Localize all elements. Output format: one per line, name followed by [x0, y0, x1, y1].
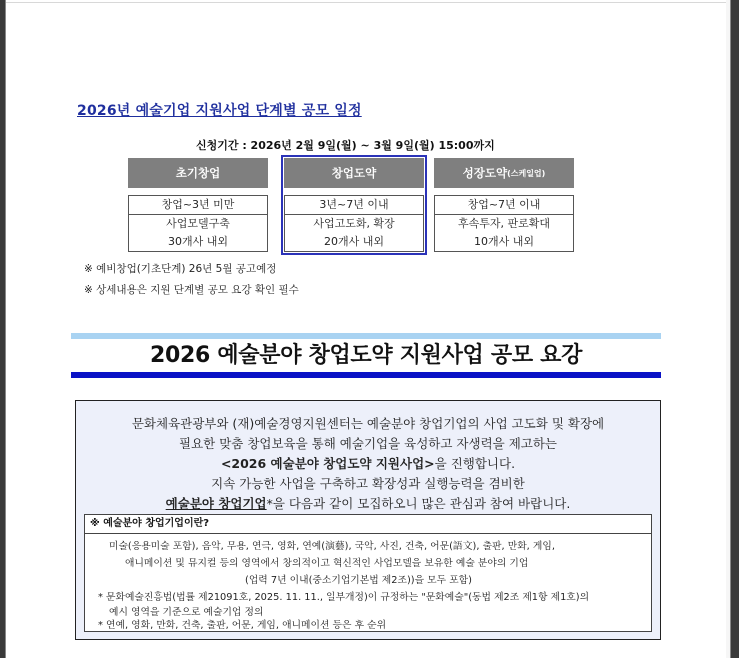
title-band-top: [71, 333, 661, 339]
intro-line: 지속 가능한 사업을 구축하고 확장성과 실행능력을 겸비한: [211, 476, 525, 491]
definition-footnote: * 연예, 영화, 만화, 건축, 출판, 어문, 게임, 애니메이션 등은 후 순위: [98, 620, 387, 631]
page-edge: [726, 0, 730, 658]
intro-line: 필요한 맞춤 창업보육을 통해 예술기업을 육성하고 자생력을 제고하는: [179, 436, 557, 451]
main-title: 2026 예술분야 창업도약 지원사업 공모 요강: [149, 343, 583, 368]
stage-header: [128, 158, 268, 188]
intro-line: [76, 494, 660, 512]
stage-title-suffix: (스케일업): [507, 168, 546, 178]
page-edge: [6, 2, 730, 3]
stage-details: [284, 195, 424, 252]
stage-header: [434, 158, 574, 188]
stage-count: 10개사 내외: [474, 235, 534, 248]
definition-footnote: 예시 영역을 기준으로 예술기업 정의: [109, 607, 264, 618]
intro-box: [75, 400, 661, 640]
definition-line: 애니메이션 및 뮤지컬 등의 영역에서 창의적이고 혁신적인 사업모델을 보유한 예술 분야의 기업: [125, 558, 529, 569]
stage-focus: 사업고도화, 확장: [313, 217, 395, 230]
stage-title: 성장도약: [462, 166, 508, 180]
definition-footnote: * 문화예술진흥법(법률 제21091호, 2025. 11. 11., 일부개정)이 규정하는 "문화예술"(동법 제2조 제1항 제1호)의: [98, 592, 590, 603]
intro-text: 을 진행합니다.: [434, 456, 516, 471]
stage-count: 30개사 내외: [168, 235, 228, 248]
stage-period: 창업~3년 미만: [129, 196, 267, 215]
target-term: 예술분야 창업기업: [165, 496, 267, 511]
stage-count: 20개사 내외: [324, 235, 384, 248]
section-title: 2026년 예술기업 지원사업 단계별 공모 일정: [77, 103, 362, 119]
definition-line: 미술(응용미술 포함), 음악, 무용, 연극, 영화, 연예(演藝), 국악, 사진, 건축, 어문(語文), 출판, 만화, 게임,: [109, 541, 555, 552]
program-name: <2026 예술분야 창업도약 지원사업>: [220, 456, 435, 471]
note-preliminary: ※ 예비창업(기초단계) 26년 5월 공고예정: [84, 263, 277, 275]
stage-title: 창업도약: [331, 166, 377, 180]
stage-leap: [281, 155, 427, 255]
intro-line: [76, 454, 660, 472]
stage-header: [284, 158, 424, 188]
stage-title: 초기창업: [175, 166, 221, 180]
stage-details: [128, 195, 268, 252]
definition-box: [84, 514, 652, 632]
stage-details: [434, 195, 574, 252]
definition-title: ※ 예술분야 창업기업이란?: [90, 518, 210, 529]
intro-text: *을 다음과 같이 모집하오니 많은 관심과 참여 바랍니다.: [266, 496, 571, 511]
definition-divider: [85, 533, 651, 534]
stage-focus: 사업모델구축: [166, 217, 230, 230]
stage-period: 3년~7년 이내: [285, 196, 423, 215]
intro-line: 문화체육관광부와 (재)예술경영지원센터는 예술분야 창업기업의 사업 고도화 및 확장에: [131, 416, 605, 431]
apply-period: 신청기간 : 2026년 2월 9일(월) ~ 3월 9일(월) 15:00까지: [196, 139, 495, 152]
title-band-bottom: [71, 372, 661, 378]
stage-period: 창업~7년 이내: [435, 196, 573, 215]
note-details: ※ 상세내용은 지원 단계별 공모 요강 확인 필수: [84, 284, 299, 296]
stage-scaleup: [434, 158, 574, 252]
definition-line: (업력 7년 이내(중소기업기본법 제2조))을 모두 포함): [245, 575, 472, 586]
stage-early: [128, 158, 268, 252]
stage-focus: 후속투자, 판로확대: [457, 217, 550, 230]
